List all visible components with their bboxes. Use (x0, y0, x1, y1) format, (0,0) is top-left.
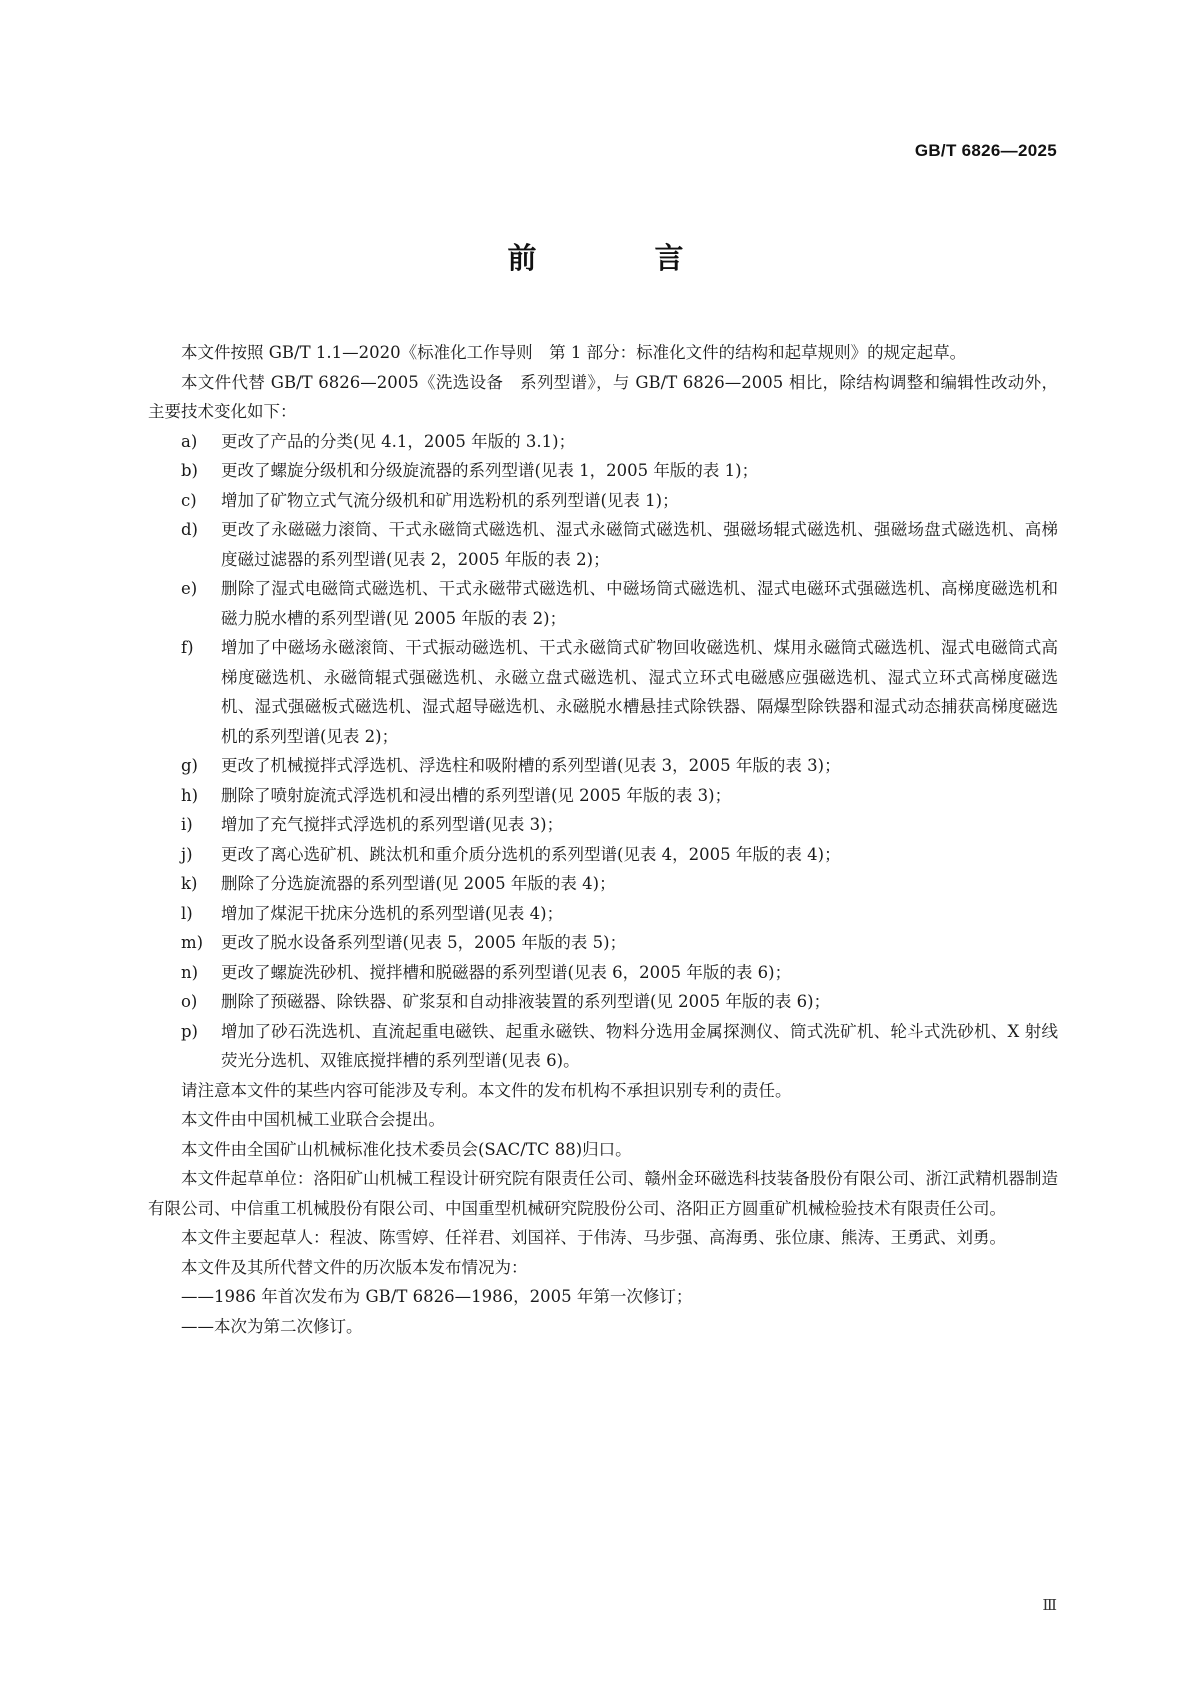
list-item (148, 869, 1058, 899)
list-item (148, 486, 1058, 516)
list-item (148, 781, 1058, 811)
paragraph-drafters: 本文件主要起草人：程波、陈雪婷、任祥君、刘国祥、于伟涛、马步强、高海勇、张位康、熊涛、王勇武、刘勇。 (181, 1228, 1006, 1247)
list-marker: n) (181, 962, 199, 982)
list-marker: j) (181, 844, 193, 864)
list-item (148, 958, 1058, 988)
list-item-text: 删除了湿式电磁筒式磁选机、干式永磁带式磁选机、中磁场筒式磁选机、湿式电磁环式强磁选机、高梯度磁选机和磁力脱水槽的系列型谱(见 2005 年版的表 2)； (221, 579, 1058, 628)
page-title: 前 言 (507, 241, 738, 275)
list-marker: l) (181, 903, 193, 923)
page-number: Ⅲ (1042, 1596, 1057, 1614)
list-item-text: 增加了砂石洗选机、直流起重电磁铁、起重永磁铁、物料分选用金属探测仪、筒式洗矿机、轮斗式洗砂机、X 射线荧光分选机、双锥底搅拌槽的系列型谱(见表 6)。 (221, 1021, 1058, 1070)
list-item-text: 删除了分选旋流器的系列型谱(见 2005 年版的表 4)； (221, 874, 616, 893)
document-code: GB/T 6826—2025 (914, 141, 1057, 160)
list-item-text: 更改了离心选矿机、跳汰机和重介质分选机的系列型谱(见表 4，2005 年版的表 4)； (221, 844, 841, 864)
list-item (148, 427, 1058, 457)
list-marker: m) (181, 933, 204, 952)
list-item-text: 删除了喷射旋流式浮选机和浸出槽的系列型谱(见 2005 年版的表 3)； (221, 785, 732, 805)
list-item (148, 928, 1058, 958)
list-item (148, 987, 1058, 1017)
list-item-text: 增加了煤泥干扰床分选机的系列型谱(见表 4)； (221, 903, 564, 923)
history-item: ——1986 年首次发布为 GB/T 6826—1986，2005 年第一次修订； (181, 1287, 693, 1306)
list-item (148, 751, 1058, 781)
history-item: ——本次为第二次修订。 (181, 1316, 363, 1336)
paragraph-proposer: 本文件由中国机械工业联合会提出。 (181, 1110, 445, 1129)
paragraph-patent-notice: 请注意本文件的某些内容可能涉及专利。本文件的发布机构不承担识别专利的责任。 (181, 1080, 792, 1100)
list-marker: g) (181, 756, 198, 775)
paragraph-drafting-rules: 本文件按照 GB/T 1.1—2020《标准化工作导则 第 1 部分：标准化文件的结构和起草规则》的规定起草。 (181, 343, 967, 362)
list-marker: h) (181, 785, 199, 805)
list-item-text: 更改了产品的分类(见 4.1，2005 年版的 3.1)； (221, 431, 576, 451)
list-marker: e) (181, 579, 198, 598)
list-marker: c) (181, 490, 197, 510)
paragraph-committee: 本文件由全国矿山机械标准化技术委员会(SAC/TC 88)归口。 (181, 1139, 632, 1159)
list-item-text: 删除了预磁器、除铁器、矿浆泵和自动排液装置的系列型谱(见 2005 年版的表 6)； (221, 992, 831, 1011)
document-body (148, 338, 1058, 1341)
list-item-text: 增加了中磁场永磁滚筒、干式振动磁选机、干式永磁筒式矿物回收磁选机、煤用永磁筒式磁选机、湿式电磁筒式高梯度磁选机、永磁筒辊式强磁选机、永磁立盘式磁选机、湿式立环式电磁感应强磁选机、湿式立环式高梯度磁选机、湿式强磁板式磁选机、湿式超导磁选机、永磁脱水槽悬挂式除铁器、隔爆型除铁器和湿式动态捕获高梯度磁选机的系列型谱(见表 2)； (221, 638, 1058, 746)
list-marker: o) (181, 992, 198, 1011)
list-item-text: 更改了螺旋洗砂机、搅拌槽和脱磁器的系列型谱(见表 6，2005 年版的表 6)； (221, 962, 792, 982)
list-item-text: 更改了机械搅拌式浮选机、浮选柱和吸附槽的系列型谱(见表 3，2005 年版的表 3)； (221, 756, 841, 775)
list-item (148, 515, 1058, 574)
list-item (148, 810, 1058, 840)
list-marker: i) (181, 815, 193, 834)
list-marker: k) (181, 874, 198, 893)
list-marker: b) (181, 461, 198, 480)
list-marker: a) (181, 431, 198, 451)
paragraph-replacement-intro: 本文件代替 GB/T 6826—2005《洗选设备 系列型谱》，与 GB/T 6826—2005 相比，除结构调整和编辑性改动外，主要技术变化如下： (148, 372, 1058, 421)
list-item-text: 更改了脱水设备系列型谱(见表 5，2005 年版的表 5)； (221, 933, 627, 952)
list-marker: d) (181, 520, 198, 539)
list-item (148, 1017, 1058, 1076)
list-item (148, 899, 1058, 929)
list-item (148, 633, 1058, 751)
paragraph-drafting-units: 本文件起草单位：洛阳矿山机械工程设计研究院有限责任公司、赣州金环磁选科技装备股份有限公司、浙江武精机器制造有限公司、中信重工机械股份有限公司、中国重型机械研究院股份公司、洛阳正方圆重矿机械检验技术有限责任公司。 (148, 1169, 1058, 1218)
list-marker: f) (181, 638, 194, 657)
list-item-text: 增加了充气搅拌式浮选机的系列型谱(见表 3)； (221, 815, 564, 834)
list-item-text: 更改了永磁磁力滚筒、干式永磁筒式磁选机、湿式永磁筒式磁选机、强磁场辊式磁选机、强磁场盘式磁选机、高梯度磁过滤器的系列型谱(见表 2，2005 年版的表 2)； (221, 520, 1058, 569)
paragraph-history-intro: 本文件及其所代替文件的历次版本发布情况为： (181, 1257, 528, 1277)
list-item (148, 574, 1058, 633)
list-item (148, 456, 1058, 486)
list-item-text: 增加了矿物立式气流分级机和矿用选粉机的系列型谱(见表 1)； (221, 490, 679, 510)
list-item (148, 840, 1058, 870)
technical-changes-list (148, 427, 1058, 1076)
list-item-text: 更改了螺旋分级机和分级旋流器的系列型谱(见表 1，2005 年版的表 1)； (221, 461, 759, 480)
list-marker: p) (181, 1021, 198, 1041)
